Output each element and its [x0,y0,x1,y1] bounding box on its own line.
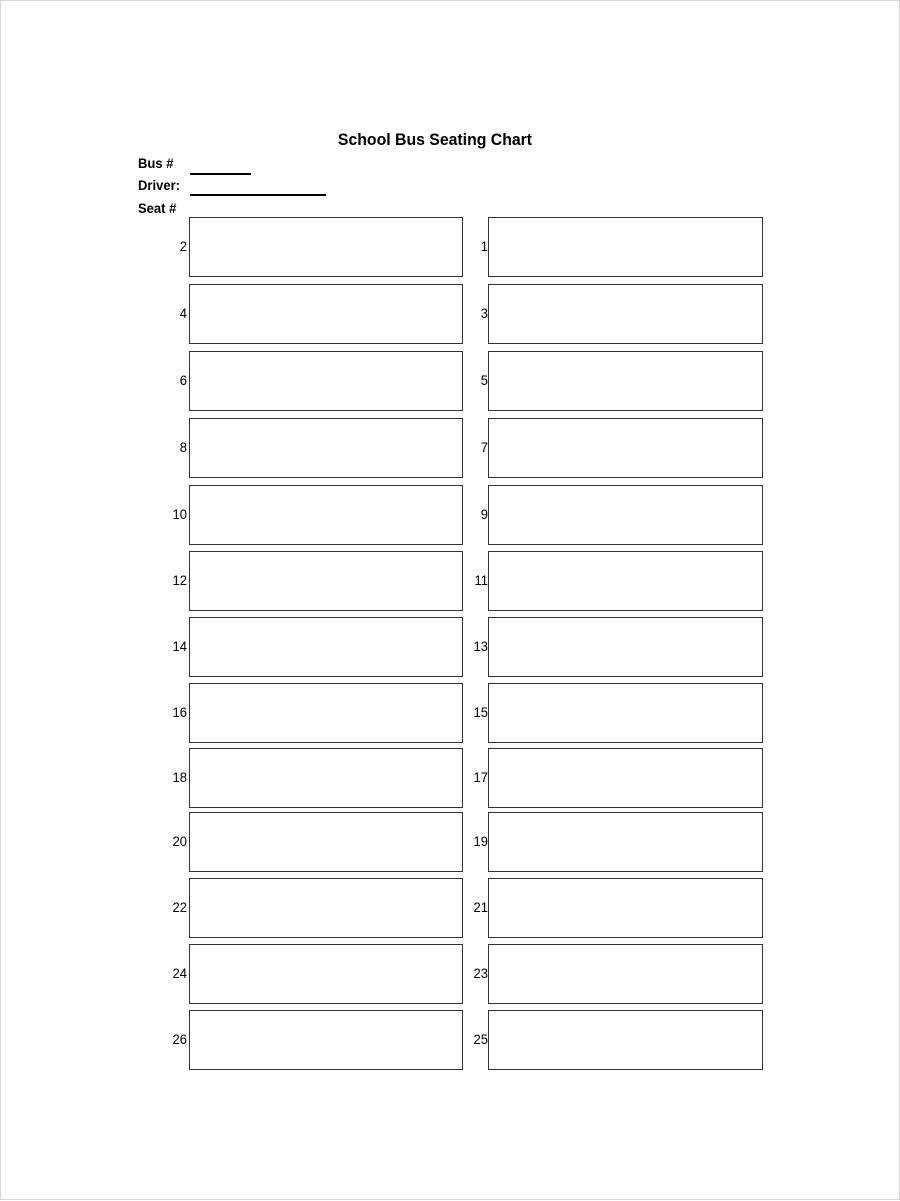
seat-box-left[interactable] [189,551,463,611]
seat-number-left: 6 [179,372,187,388]
seat-number-right: 13 [473,638,488,654]
seat-number-left: 8 [179,439,187,455]
seat-number-right: 23 [473,965,488,981]
seat-number-left: 4 [179,305,187,321]
seat-number-left: 12 [172,572,187,588]
seat-number-right: 19 [473,833,488,849]
seat-box-left[interactable] [189,683,463,743]
seat-number-right: 15 [473,704,488,720]
seat-box-right[interactable] [488,683,763,743]
seat-number-left: 26 [172,1031,187,1047]
seat-number-right: 5 [480,372,488,388]
bus-number-label: Bus # [138,155,174,171]
seat-box-left[interactable] [189,617,463,677]
seat-number-right: 25 [473,1031,488,1047]
seat-box-right[interactable] [488,878,763,938]
seat-box-right[interactable] [488,351,763,411]
seat-box-right[interactable] [488,284,763,344]
seat-number-right: 11 [474,572,488,588]
seat-box-left[interactable] [189,878,463,938]
seat-box-left[interactable] [189,1010,463,1070]
seat-box-right[interactable] [488,1010,763,1070]
page-title: School Bus Seating Chart [337,130,533,149]
seat-box-left[interactable] [189,217,463,277]
seat-box-right[interactable] [488,217,763,277]
driver-label: Driver: [138,177,180,193]
seat-box-right[interactable] [488,418,763,478]
seat-number-left: 16 [172,704,187,720]
seat-box-right[interactable] [488,748,763,808]
seat-box-left[interactable] [189,418,463,478]
seat-number-left: 18 [172,769,187,785]
seat-box-left[interactable] [189,812,463,872]
seat-number-right: 7 [480,439,488,455]
seat-number-right: 1 [480,238,488,254]
seat-box-left[interactable] [189,944,463,1004]
seat-number-right: 21 [473,899,488,915]
seat-box-left[interactable] [189,485,463,545]
seat-number-left: 22 [172,899,187,915]
seat-box-right[interactable] [488,812,763,872]
seat-number-right: 9 [480,506,488,522]
seat-number-left: 2 [179,238,187,254]
seat-number-left: 24 [172,965,187,981]
seat-box-right[interactable] [488,485,763,545]
seat-number-left: 10 [172,506,187,522]
seating-grid [1,1,900,1201]
seat-box-left[interactable] [189,748,463,808]
seat-box-right[interactable] [488,617,763,677]
seat-box-right[interactable] [488,944,763,1004]
seat-box-left[interactable] [189,284,463,344]
seat-number-left: 14 [172,638,187,654]
seat-number-right: 17 [473,769,488,785]
seat-number-left: 20 [172,833,187,849]
seat-number-right: 3 [480,305,488,321]
seat-box-left[interactable] [189,351,463,411]
seat-box-right[interactable] [488,551,763,611]
seat-number-header: Seat # [138,200,177,216]
